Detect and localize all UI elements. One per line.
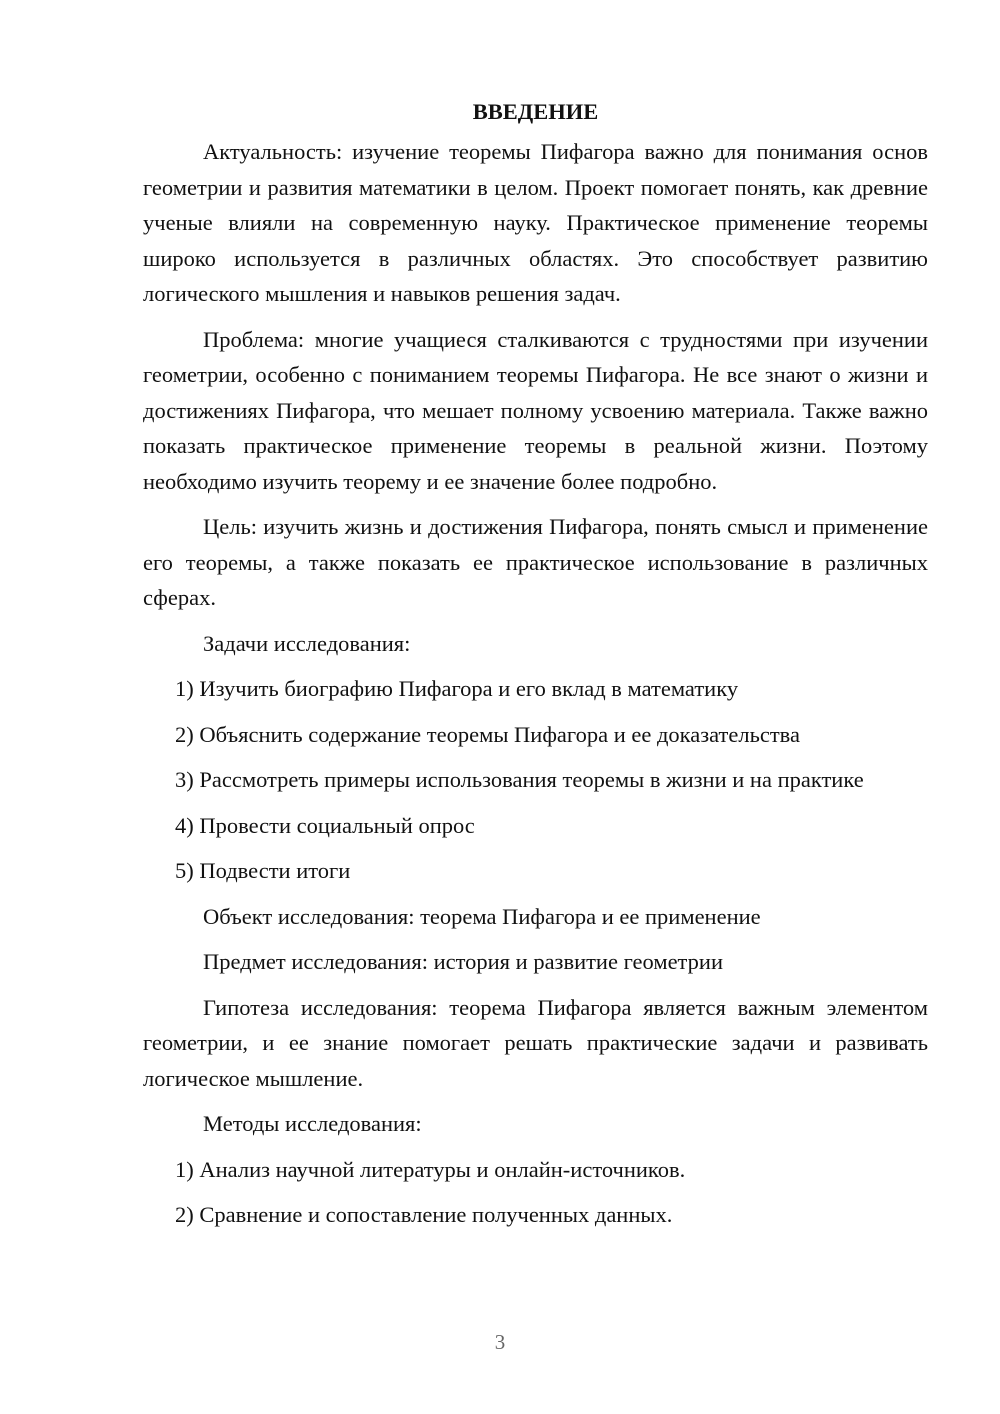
research-object: Объект исследования: теорема Пифагора и ее применение xyxy=(203,903,761,929)
task-item: 5) Подвести итоги xyxy=(175,858,351,883)
method-item: 1) Анализ научной литературы и онлайн-источников. xyxy=(175,1156,686,1182)
task-item: 4) Провести социальный опрос xyxy=(175,812,475,838)
document-page xyxy=(143,95,928,1243)
methods-heading: Методы исследования: xyxy=(203,1111,422,1136)
problem-paragraph: Проблема: многие учащиеся сталкиваются с трудностями при изучении геометрии, особенно с пониманием теоремы Пифагора. Не все знают о жизни и достижениях Пифагора, что мешает полному усвоению материала. Также важно показать практическое применение теоремы в реальной жизни. Поэтому необходимо изучить теорему и ее значение более подробно. xyxy=(143,326,928,494)
task-item: 3) Рассмотреть примеры использования теоремы в жизни и на практике xyxy=(175,767,864,792)
task-item: 1) Изучить биографию Пифагора и его вклад в математику xyxy=(175,676,739,701)
tasks-heading: Задачи исследования: xyxy=(203,630,411,656)
page-number: 3 xyxy=(494,1330,506,1354)
method-item: 2) Сравнение и сопоставление полученных данных. xyxy=(175,1202,673,1227)
hypothesis-paragraph: Гипотеза исследования: теорема Пифагора является важным элементом геометрии, и ее знание помогает решать практические задачи и развивать логическое мышление. xyxy=(143,994,928,1091)
relevance-paragraph: Актуальность: изучение теоремы Пифагора важно для понимания основ геометрии и развития математики в целом. Проект помогает понять, как древние ученые влияли на современную науку. Практическое применение теоремы широко используется в различных областях. Это способствует развитию логического мышления и навыков решения задач. xyxy=(143,139,928,306)
research-subject: Предмет исследования: история и развитие геометрии xyxy=(203,949,723,974)
section-title: ВВЕДЕНИЕ xyxy=(472,99,599,124)
goal-paragraph: Цель: изучить жизнь и достижения Пифагора, понять смысл и применение его теоремы, а также показать ее практическое использование в различных сферах. xyxy=(143,514,928,610)
task-item: 2) Объяснить содержание теоремы Пифагора и ее доказательства xyxy=(175,721,800,747)
